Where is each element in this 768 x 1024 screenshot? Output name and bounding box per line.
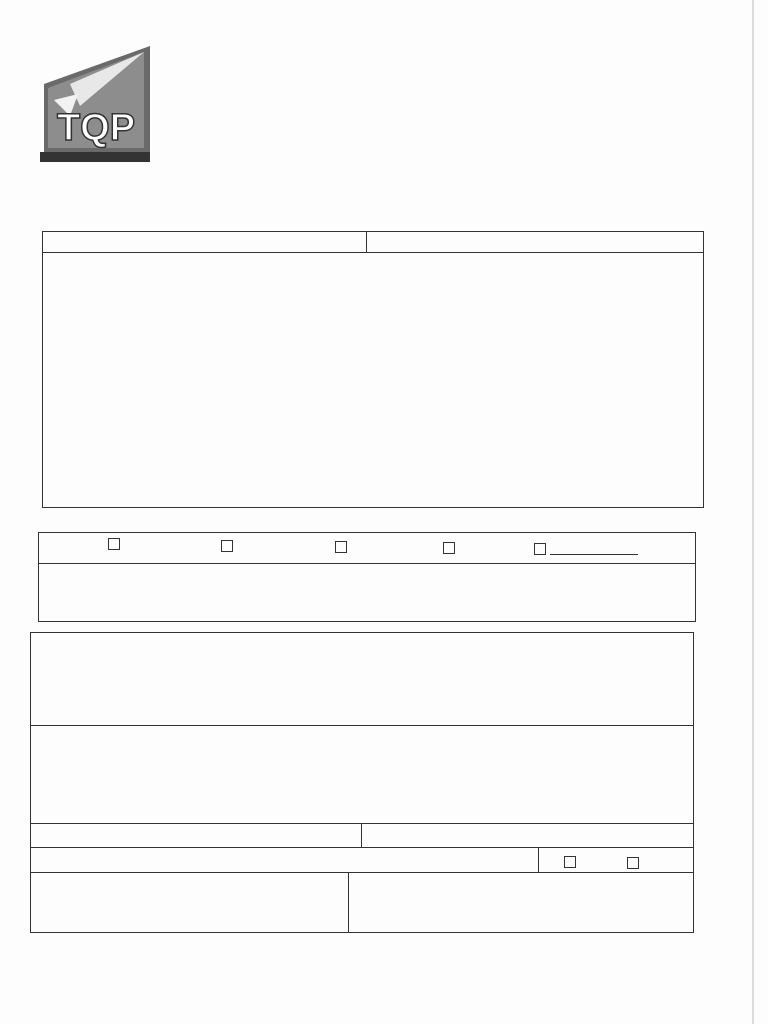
divider — [30, 847, 694, 848]
divider — [361, 823, 362, 847]
checkbox[interactable] — [443, 542, 455, 554]
checkbox[interactable] — [335, 541, 347, 553]
tqp-logo — [40, 44, 152, 164]
root-cause-field[interactable] — [34, 655, 690, 721]
divider — [538, 847, 539, 872]
classification-field[interactable] — [42, 588, 692, 618]
yes-option[interactable] — [564, 856, 580, 870]
source-option-other[interactable] — [534, 543, 638, 557]
divider — [30, 725, 694, 726]
checkbox[interactable] — [108, 538, 120, 550]
svg-text:TQP: TQP — [56, 107, 136, 149]
divider — [366, 231, 367, 253]
checkbox[interactable] — [564, 856, 576, 868]
divider — [30, 823, 694, 824]
correction-field[interactable] — [34, 742, 690, 820]
source-option-internal-audit[interactable] — [221, 540, 237, 554]
divider — [30, 872, 694, 873]
source-option-employee[interactable] — [108, 538, 124, 552]
source-option-external-audit[interactable] — [335, 541, 351, 555]
source-option-customer[interactable] — [443, 542, 459, 556]
divider — [348, 872, 349, 933]
divider — [42, 252, 704, 253]
other-line — [550, 545, 638, 555]
date-submitted-field[interactable] — [470, 234, 700, 251]
checkbox[interactable] — [221, 540, 233, 552]
no-option[interactable] — [627, 857, 643, 871]
checkbox[interactable] — [534, 543, 546, 555]
checkbox[interactable] — [627, 857, 639, 869]
divider — [38, 563, 696, 564]
ncr-details-box — [42, 231, 704, 508]
page-edge — [752, 0, 754, 1024]
